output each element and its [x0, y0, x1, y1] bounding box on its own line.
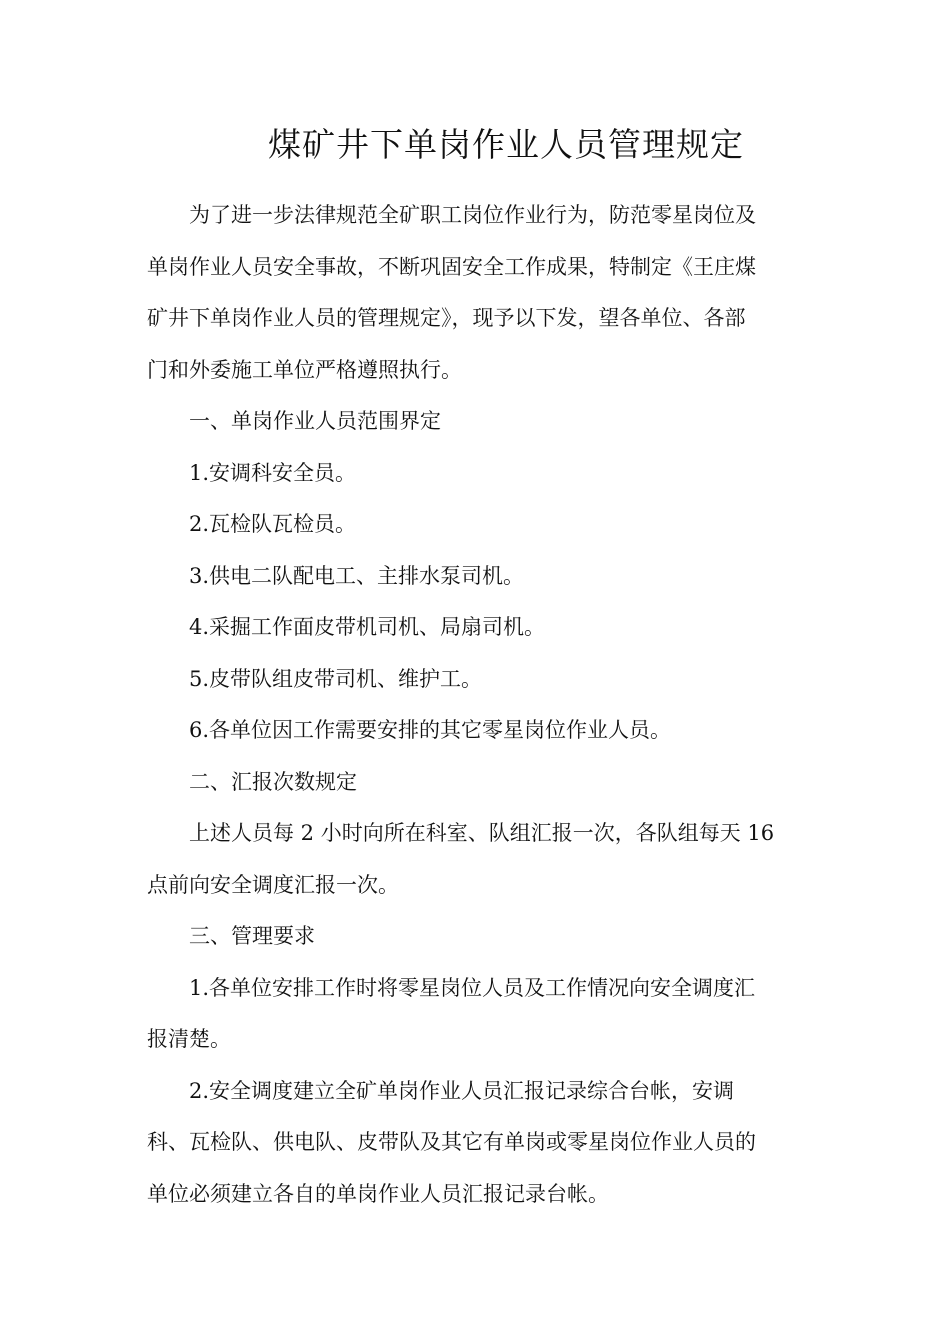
text-line: 科、瓦检队、供电队、皮带队及其它有单岗或零星岗位作业人员的	[147, 1130, 756, 1154]
text-line: 上述人员每 2 小时向所在科室、队组汇报一次，各队组每天 16	[189, 821, 775, 845]
text-line: 单岗作业人员安全事故，不断巩固安全工作成果，特制定《王庄煤	[147, 254, 756, 279]
text-line: 二、汇报次数规定	[189, 769, 357, 794]
text-line: 4.采掘工作面皮带机司机、局扇司机。	[189, 615, 546, 639]
text-line: 2.瓦检队瓦检员。	[189, 512, 357, 536]
text-line: 6.各单位因工作需要安排的其它零星岗位作业人员。	[189, 718, 672, 742]
text-line: 三、管理要求	[189, 924, 315, 948]
text-line: 点前向安全调度汇报一次。	[147, 872, 399, 897]
document-body	[147, 190, 807, 1220]
text-line: 单位必须建立各自的单岗作业人员汇报记录台帐。	[147, 1181, 609, 1206]
text-line: 一、单岗作业人员范围界定	[189, 409, 441, 433]
document-title: 煤矿井下单岗作业人员管理规定	[268, 125, 744, 164]
text-line: 1.安调科安全员。	[189, 460, 357, 485]
text-line: 门和外委施工单位严格遵照执行。	[147, 357, 462, 382]
text-line: 矿井下单岗作业人员的管理规定》，现予以下发，望各单位、各部	[147, 306, 746, 330]
text-line: 1.各单位安排工作时将零星岗位人员及工作情况向安全调度汇	[189, 975, 756, 1000]
text-line: 为了进一步法律规范全矿职工岗位作业行为，防范零星岗位及	[189, 203, 756, 227]
text-line: 2.安全调度建立全矿单岗作业人员汇报记录综合台帐，安调	[189, 1078, 735, 1103]
text-line: 报清楚。	[147, 1027, 231, 1051]
text-line: 5.皮带队组皮带司机、维护工。	[189, 666, 483, 691]
text-line: 3.供电二队配电工、主排水泵司机。	[189, 563, 525, 588]
